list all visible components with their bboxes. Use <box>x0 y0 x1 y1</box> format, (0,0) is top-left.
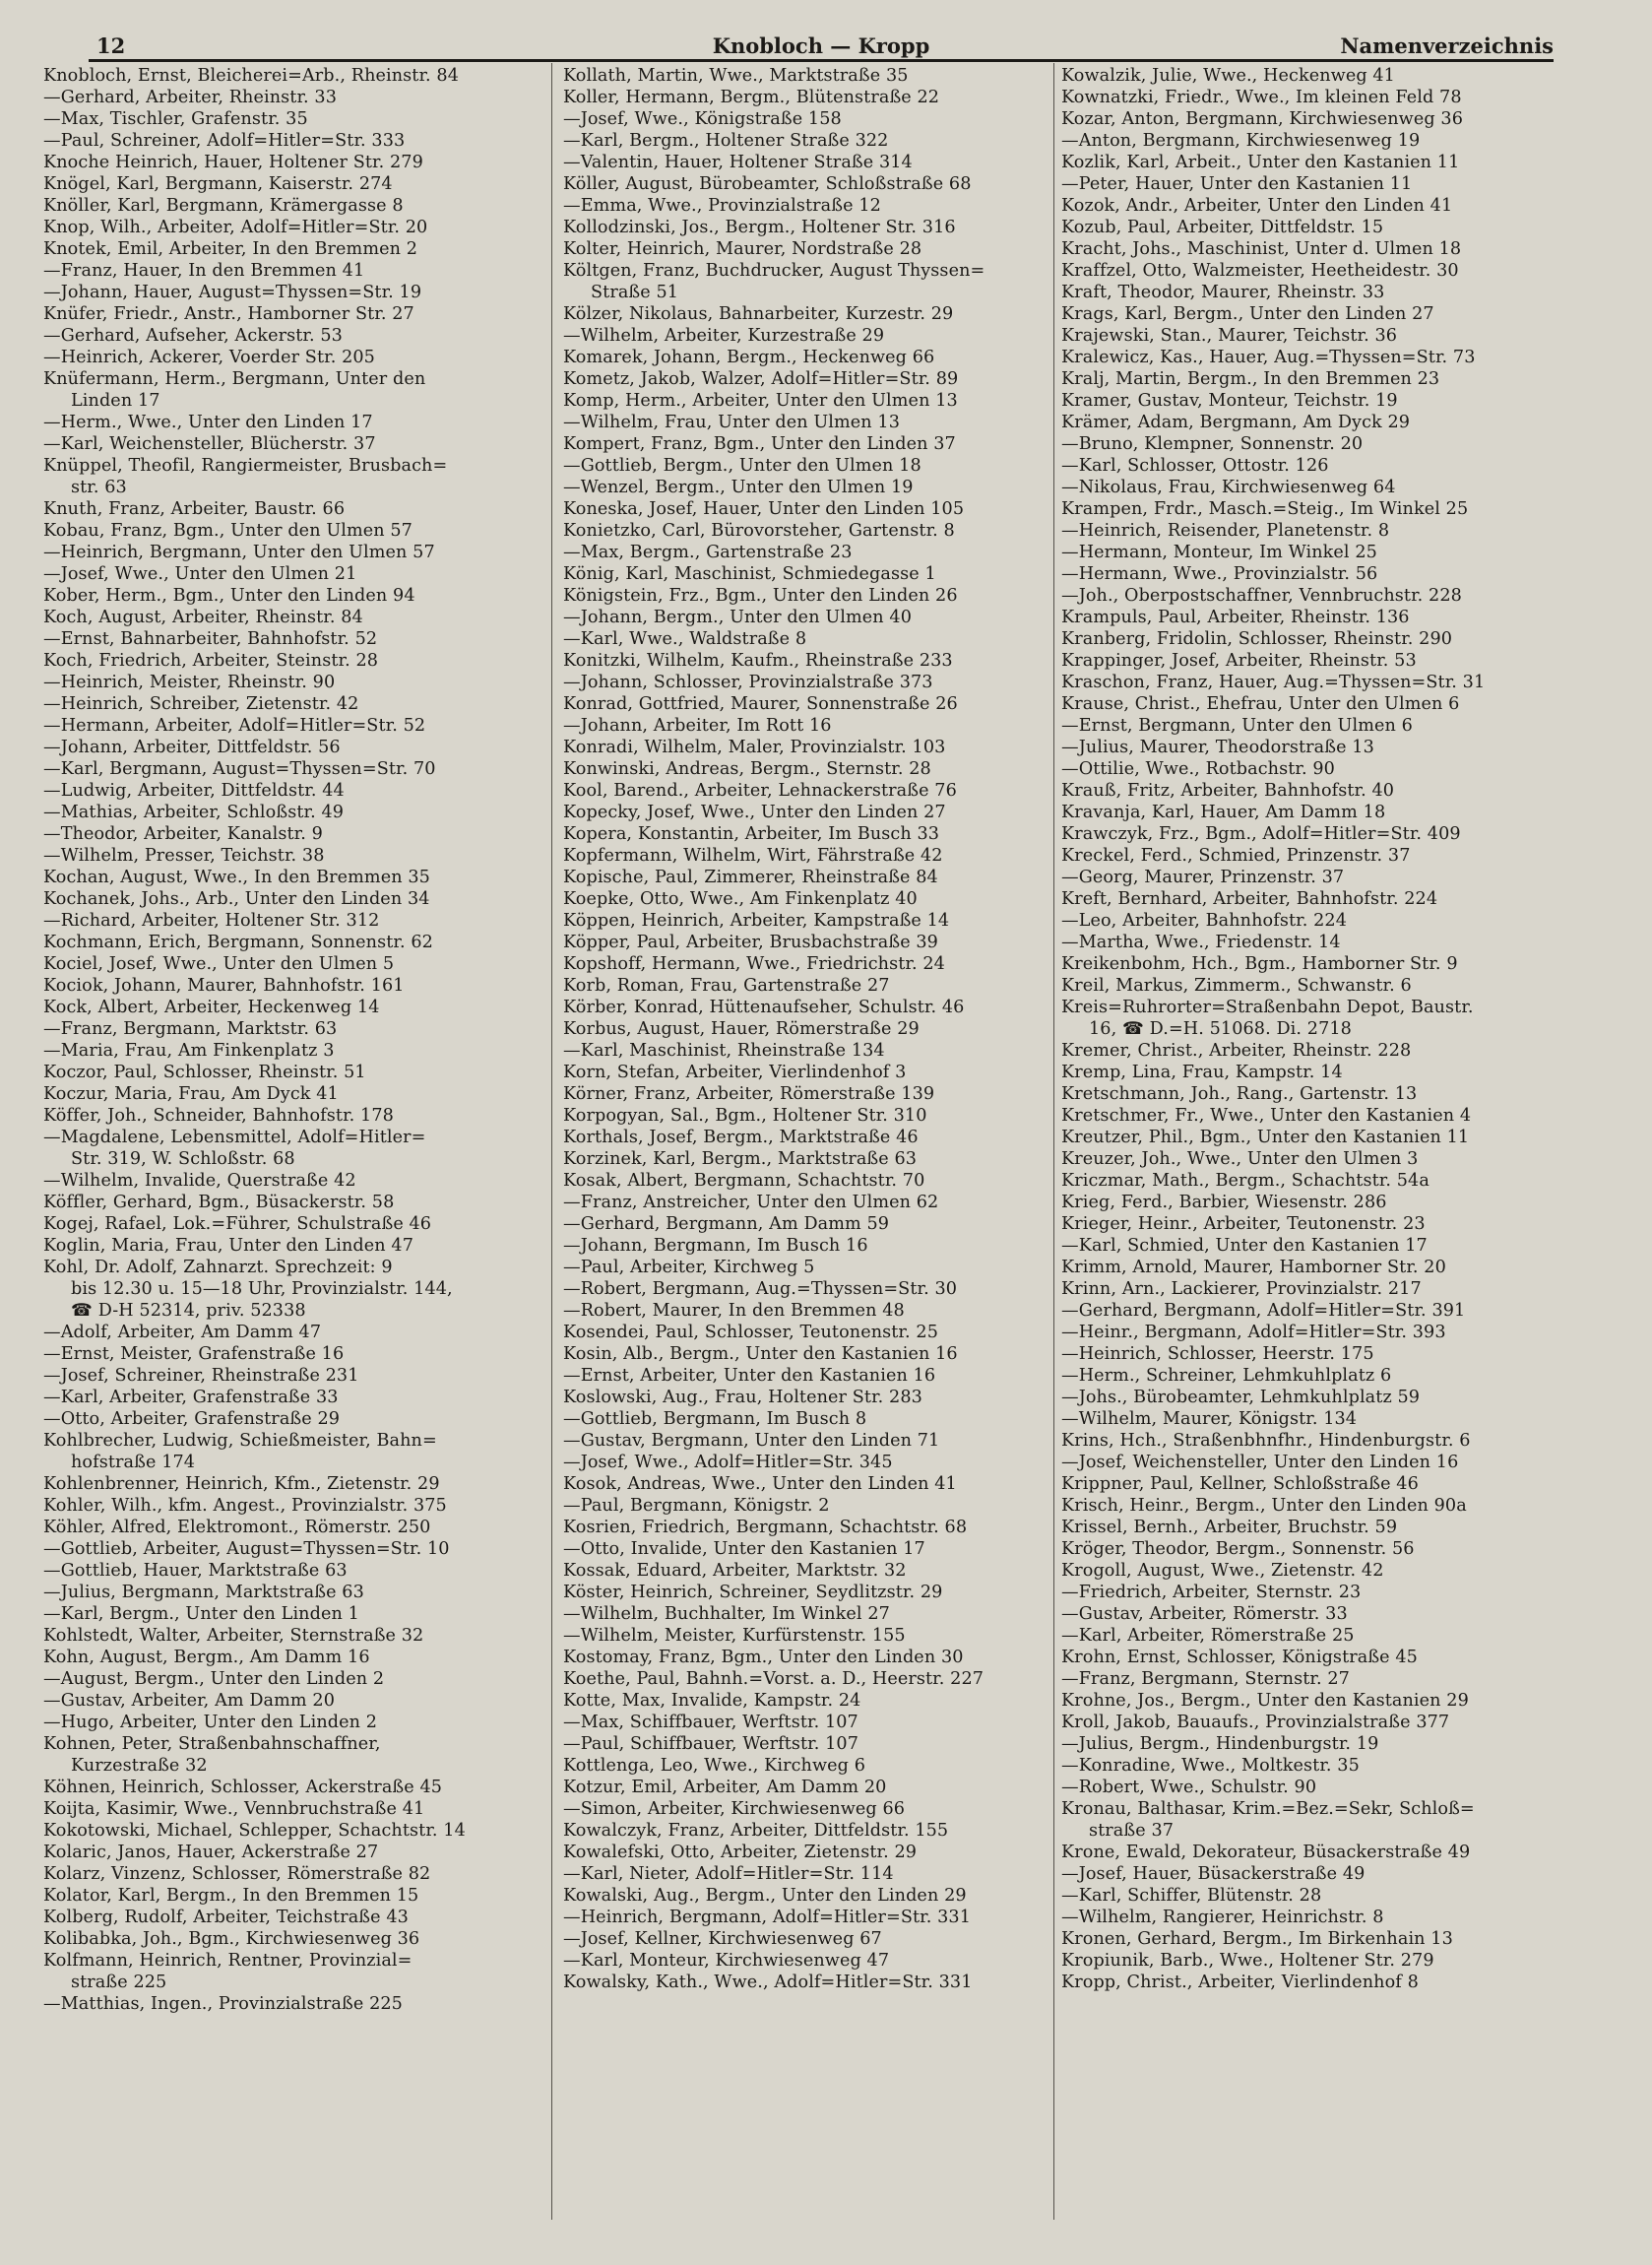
section-title: Namenverzeichnis <box>1340 33 1554 58</box>
directory-entry: Kreckel, Ferd., Schmied, Prinzenstr. 37 <box>1061 846 1411 866</box>
directory-entry: Konwinski, Andreas, Bergm., Sternstr. 28 <box>563 759 931 779</box>
directory-entry: Korbus, August, Hauer, Römerstraße 29 <box>563 1019 920 1039</box>
directory-entry: —Franz, Bergmann, Marktstr. 63 <box>43 1019 338 1039</box>
directory-entry: Krohn, Ernst, Schlosser, Königstraße 45 <box>1061 1648 1418 1667</box>
directory-entry: Körner, Franz, Arbeiter, Römerstraße 139 <box>563 1084 935 1104</box>
directory-entry: —Paul, Schreiner, Adolf=Hitler=Str. 333 <box>43 131 406 151</box>
directory-entry: —Gerhard, Aufseher, Ackerstr. 53 <box>43 326 343 346</box>
directory-entry: Kober, Herm., Bgm., Unter den Linden 94 <box>43 586 415 606</box>
directory-entry: Knögel, Karl, Bergmann, Kaiserstr. 274 <box>43 174 393 194</box>
directory-entry: Kranberg, Fridolin, Schlosser, Rheinstr. 290 <box>1061 629 1453 649</box>
directory-entry: Kolaric, Janos, Hauer, Ackerstraße 27 <box>43 1843 379 1862</box>
directory-entry: Knobloch, Ernst, Bleicherei=Arb., Rheinstr. 84 <box>43 66 460 86</box>
directory-entry: Kralj, Martin, Bergm., In den Bremmen 23 <box>1061 369 1440 389</box>
directory-entry: —Max, Schiffbauer, Werftstr. 107 <box>563 1713 858 1732</box>
directory-entry: Köhnen, Heinrich, Schlosser, Ackerstraße 45 <box>43 1778 443 1797</box>
directory-entry: —Hermann, Arbeiter, Adolf=Hitler=Str. 52 <box>43 716 426 736</box>
directory-entry: —Hermann, Wwe., Provinzialstr. 56 <box>1061 564 1378 584</box>
directory-entry: Kraft, Theodor, Maurer, Rheinstr. 33 <box>1061 283 1385 302</box>
directory-entry: Koglin, Maria, Frau, Unter den Linden 47 <box>43 1236 414 1256</box>
directory-entry: —Karl, Bergm., Holtener Straße 322 <box>563 131 889 151</box>
directory-entry: Knop, Wilh., Arbeiter, Adolf=Hitler=Str. 20 <box>43 218 428 237</box>
directory-entry: Kollodzinski, Jos., Bergm., Holtener Str. 316 <box>563 218 956 237</box>
directory-entry: Kolibabka, Joh., Bgm., Kirchwiesenweg 36 <box>43 1929 420 1949</box>
directory-entry: —Karl, Maschinist, Rheinstraße 134 <box>563 1041 885 1061</box>
directory-entry: Konradi, Wilhelm, Maler, Provinzialstr. 103 <box>563 738 946 757</box>
directory-entry: Korzinek, Karl, Bergm., Marktstraße 63 <box>563 1149 918 1169</box>
directory-entry: Kretschmann, Joh., Rang., Gartenstr. 13 <box>1061 1084 1418 1104</box>
running-title: Knobloch — Kropp <box>712 33 930 58</box>
directory-entry: Krappinger, Josef, Arbeiter, Rheinstr. 53 <box>1061 651 1417 671</box>
directory-entry: —Wilhelm, Meister, Kurfürstenstr. 155 <box>563 1626 906 1646</box>
directory-entry: Koepke, Otto, Wwe., Am Finkenplatz 40 <box>563 889 918 909</box>
directory-entry: Korthals, Josef, Bergm., Marktstraße 46 <box>563 1128 919 1147</box>
directory-entry: Koethe, Paul, Bahnh.=Vorst. a. D., Heerstr. 227 <box>563 1669 985 1689</box>
directory-entry: Kraffzel, Otto, Walzmeister, Heetheidestr. 30 <box>1061 261 1459 281</box>
directory-entry: Kompert, Franz, Bgm., Unter den Linden 37 <box>563 434 956 454</box>
directory-entry: —Wilhelm, Rangierer, Heinrichstr. 8 <box>1061 1908 1384 1927</box>
directory-entry: Kohl, Dr. Adolf, Zahnarzt. Sprechzeit: 9 bis 12.30 u. 15—18 Uhr, Provinzialstr. 144, ☎ D-H 52314, priv. 52338 <box>43 1258 453 1321</box>
directory-entry: —Friedrich, Arbeiter, Sternstr. 23 <box>1061 1583 1362 1602</box>
directory-entry: —Ernst, Bahnarbeiter, Bahnhofstr. 52 <box>43 629 378 649</box>
directory-entry: Krisch, Heinr., Bergm., Unter den Linden 90a <box>1061 1496 1467 1516</box>
directory-entry: Kölzer, Nikolaus, Bahnarbeiter, Kurzestr. 29 <box>563 304 954 324</box>
directory-entry: Kowalzik, Julie, Wwe., Heckenweg 41 <box>1061 66 1395 86</box>
directory-entry: Kolator, Karl, Bergm., In den Bremmen 15 <box>43 1886 419 1906</box>
directory-entry: —Richard, Arbeiter, Holtener Str. 312 <box>43 911 380 931</box>
directory-entry: —Nikolaus, Frau, Kirchwiesenweg 64 <box>1061 478 1396 497</box>
directory-entry: —Gottlieb, Hauer, Marktstraße 63 <box>43 1561 348 1581</box>
directory-entry: —Ernst, Meister, Grafenstraße 16 <box>43 1344 345 1364</box>
directory-entry: Kociel, Josef, Wwe., Unter den Ulmen 5 <box>43 954 395 974</box>
page-number: 12 <box>96 33 126 58</box>
directory-entry: —Gustav, Arbeiter, Römerstr. 33 <box>1061 1604 1348 1624</box>
directory-entry: Knöller, Karl, Bergmann, Krämergasse 8 <box>43 196 404 216</box>
directory-entry: Kohn, August, Bergm., Am Damm 16 <box>43 1648 370 1667</box>
directory-entry: Köster, Heinrich, Schreiner, Seydlitzstr. 29 <box>563 1583 943 1602</box>
directory-entry: —August, Bergm., Unter den Linden 2 <box>43 1669 385 1689</box>
directory-entry: Konietzko, Carl, Bürovorsteher, Gartenstr. 8 <box>563 521 955 541</box>
directory-entry: —Karl, Wwe., Waldstraße 8 <box>563 629 807 649</box>
directory-entry: —Heinrich, Bergmann, Unter den Ulmen 57 <box>43 543 435 562</box>
directory-entry: Krone, Ewald, Dekorateur, Büsackerstraße 49 <box>1061 1843 1471 1862</box>
directory-entry: —Gustav, Bergmann, Unter den Linden 71 <box>563 1431 940 1451</box>
directory-entry: Kossak, Eduard, Arbeiter, Marktstr. 32 <box>563 1561 907 1581</box>
directory-entry: —Karl, Monteur, Kirchwiesenweg 47 <box>563 1951 890 1971</box>
directory-entry: —Josef, Weichensteller, Unter den Linden 16 <box>1061 1453 1459 1472</box>
column-3 <box>1061 65 1554 2232</box>
directory-entry: Köffer, Joh., Schneider, Bahnhofstr. 178 <box>43 1106 394 1126</box>
directory-entry: König, Karl, Maschinist, Schmiedegasse 1 <box>563 564 936 584</box>
directory-entry: Konitzki, Wilhelm, Kaufm., Rheinstraße 233 <box>563 651 953 671</box>
directory-entry: —Maria, Frau, Am Finkenplatz 3 <box>43 1041 335 1061</box>
directory-entry: —Karl, Bergm., Unter den Linden 1 <box>43 1604 359 1624</box>
directory-entry: Kremp, Lina, Frau, Kampstr. 14 <box>1061 1063 1343 1082</box>
directory-entry: Korb, Roman, Frau, Gartenstraße 27 <box>563 976 890 996</box>
directory-entry: Kosrien, Friedrich, Bergmann, Schachtstr. 68 <box>563 1518 968 1537</box>
directory-entry: Kreikenbohm, Hch., Bgm., Hamborner Str. 9 <box>1061 954 1458 974</box>
directory-entry: —Joh., Oberpostschaffner, Vennbruchstr. 228 <box>1061 586 1462 606</box>
directory-entry: Krajewski, Stan., Maurer, Teichstr. 36 <box>1061 326 1398 346</box>
directory-entry: Kronen, Gerhard, Bergm., Im Birkenhain 13 <box>1061 1929 1453 1949</box>
directory-entry: Krinn, Arn., Lackierer, Provinzialstr. 217 <box>1061 1279 1422 1299</box>
directory-entry: —Josef, Kellner, Kirchwiesenweg 67 <box>563 1929 882 1949</box>
directory-entry: Kowalsky, Kath., Wwe., Adolf=Hitler=Str. 331 <box>563 1973 973 1992</box>
directory-entry: Krampen, Frdr., Masch.=Steig., Im Winkel 25 <box>1061 499 1469 519</box>
directory-entry: —Max, Bergm., Gartenstraße 23 <box>563 543 853 562</box>
directory-entry: Kohnen, Peter, Straßenbahnschaffner, Kurzestraße 32 <box>43 1734 381 1776</box>
directory-entry: Krause, Christ., Ehefrau, Unter den Ulmen 6 <box>1061 694 1460 714</box>
directory-entry: —Johann, Bergm., Unter den Ulmen 40 <box>563 608 912 627</box>
directory-entry: —Otto, Arbeiter, Grafenstraße 29 <box>43 1409 341 1429</box>
directory-entry: Koczor, Paul, Schlosser, Rheinstr. 51 <box>43 1063 366 1082</box>
directory-entry: Kochan, August, Wwe., In den Bremmen 35 <box>43 868 430 887</box>
directory-entry: Krimm, Arnold, Maurer, Hamborner Str. 20 <box>1061 1258 1446 1277</box>
directory-entry: Krippner, Paul, Kellner, Schloßstraße 46 <box>1061 1474 1419 1494</box>
directory-entry: —Max, Tischler, Grafenstr. 35 <box>43 109 308 129</box>
directory-entry: —Karl, Schmied, Unter den Kastanien 17 <box>1061 1236 1428 1256</box>
directory-entry: Köhler, Alfred, Elektromont., Römerstr. 250 <box>43 1518 431 1537</box>
directory-entry: Kolfmann, Heinrich, Rentner, Provinzial= straße 225 <box>43 1951 413 1992</box>
directory-entry: —Heinrich, Bergmann, Adolf=Hitler=Str. 331 <box>563 1908 971 1927</box>
directory-entry: Kool, Barend., Arbeiter, Lehnackerstraße 76 <box>563 781 957 801</box>
directory-entry: —Johann, Hauer, August=Thyssen=Str. 19 <box>43 283 422 302</box>
directory-entry: Koijta, Kasimir, Wwe., Vennbruchstraße 41 <box>43 1799 425 1819</box>
directory-entry: Krags, Karl, Bergm., Unter den Linden 27 <box>1061 304 1434 324</box>
directory-entry: Knotek, Emil, Arbeiter, In den Bremmen 2 <box>43 239 418 259</box>
directory-entry: Kriczmar, Math., Bergm., Schachtstr. 54a <box>1061 1171 1430 1191</box>
directory-entry: Kotzur, Emil, Arbeiter, Am Damm 20 <box>563 1778 887 1797</box>
directory-entry: Kopfermann, Wilhelm, Wirt, Fährstraße 42 <box>563 846 943 866</box>
directory-entry: —Karl, Schiffer, Blütenstr. 28 <box>1061 1886 1322 1906</box>
directory-entry: Kreis=Ruhrorter=Straßenbahn Depot, Baustr. 16, ☎ D.=H. 51068. Di. 2718 <box>1061 998 1474 1039</box>
directory-entry: Köppen, Heinrich, Arbeiter, Kampstraße 14 <box>563 911 950 931</box>
directory-entry: Krins, Hch., Straßenbhnfhr., Hindenburgstr. 6 <box>1061 1431 1471 1451</box>
directory-entry: Koneska, Josef, Hauer, Unter den Linden 105 <box>563 499 965 519</box>
directory-entry: —Mathias, Arbeiter, Schloßstr. 49 <box>43 803 345 822</box>
directory-entry: —Julius, Bergmann, Marktstraße 63 <box>43 1583 364 1602</box>
directory-entry: —Franz, Hauer, In den Bremmen 41 <box>43 261 365 281</box>
directory-entry: Kreutzer, Phil., Bgm., Unter den Kastanien 11 <box>1061 1128 1470 1147</box>
directory-entry: Kosendei, Paul, Schlosser, Teutonenstr. 25 <box>563 1323 938 1342</box>
directory-entry: —Wilhelm, Buchhalter, Im Winkel 27 <box>563 1604 890 1624</box>
directory-entry: Krissel, Bernh., Arbeiter, Bruchstr. 59 <box>1061 1518 1398 1537</box>
directory-entry: Kowalczyk, Franz, Arbeiter, Dittfeldstr. 155 <box>563 1821 949 1841</box>
directory-entry: Kohlbrecher, Ludwig, Schießmeister, Bahn= hofstraße 174 <box>43 1431 437 1472</box>
directory-entry: Kobau, Franz, Bgm., Unter den Ulmen 57 <box>43 521 413 541</box>
directory-entry: —Wilhelm, Frau, Unter den Ulmen 13 <box>563 413 900 432</box>
directory-entry: Krampuls, Paul, Arbeiter, Rheinstr. 136 <box>1061 608 1410 627</box>
directory-entry: —Valentin, Hauer, Holtener Straße 314 <box>563 153 913 172</box>
directory-entry: —Johs., Bürobeamter, Lehmkuhlplatz 59 <box>1061 1388 1421 1407</box>
directory-entry: —Josef, Wwe., Königstraße 158 <box>563 109 842 129</box>
directory-entry: —Konradine, Wwe., Moltkestr. 35 <box>1061 1756 1360 1776</box>
directory-entry: Knüfermann, Herm., Bergmann, Unter den Linden 17 <box>43 369 426 411</box>
directory-entry: Kohlstedt, Walter, Arbeiter, Sternstraße 32 <box>43 1626 424 1646</box>
directory-entry: Krämer, Adam, Bergmann, Am Dyck 29 <box>1061 413 1411 432</box>
directory-entry: Königstein, Frz., Bgm., Unter den Linden 26 <box>563 586 958 606</box>
directory-entry: Költgen, Franz, Buchdrucker, August Thyssen= Straße 51 <box>563 261 985 302</box>
directory-entry: —Paul, Schiffbauer, Werftstr. 107 <box>563 1734 859 1754</box>
directory-entry: Kohlenbrenner, Heinrich, Kfm., Zietenstr. 29 <box>43 1474 440 1494</box>
directory-entry: Kotte, Max, Invalide, Kampstr. 24 <box>563 1691 861 1711</box>
directory-entry: Kosak, Albert, Bergmann, Schachtstr. 70 <box>563 1171 925 1191</box>
directory-entry: —Franz, Anstreicher, Unter den Ulmen 62 <box>563 1193 939 1212</box>
directory-entry: Koslowski, Aug., Frau, Holtener Str. 283 <box>563 1388 922 1407</box>
directory-entry: Kogej, Rafael, Lok.=Führer, Schulstraße 46 <box>43 1214 432 1234</box>
directory-entry: —Gottlieb, Bergmann, Im Busch 8 <box>563 1409 867 1429</box>
directory-entry: Kopecky, Josef, Wwe., Unter den Linden 27 <box>563 803 946 822</box>
directory-entry: Köller, August, Bürobeamter, Schloßstraße 68 <box>563 174 972 194</box>
directory-entry: Kozlik, Karl, Arbeit., Unter den Kastanien 11 <box>1061 153 1460 172</box>
directory-entry: Kopshoff, Hermann, Wwe., Friedrichstr. 24 <box>563 954 945 974</box>
directory-entry: Köpper, Paul, Arbeiter, Brusbachstraße 39 <box>563 933 938 952</box>
directory-entry: Kociok, Johann, Maurer, Bahnhofstr. 161 <box>43 976 405 996</box>
directory-entry: Kowalski, Aug., Bergm., Unter den Linden 29 <box>563 1886 967 1906</box>
directory-entry: —Bruno, Klempner, Sonnenstr. 20 <box>1061 434 1364 454</box>
directory-entry: —Robert, Maurer, In den Bremmen 48 <box>563 1301 905 1321</box>
directory-entry: Koch, August, Arbeiter, Rheinstr. 84 <box>43 608 363 627</box>
directory-entry: —Johann, Arbeiter, Im Rott 16 <box>563 716 832 736</box>
directory-entry: Korpogyan, Sal., Bgm., Holtener Str. 310 <box>563 1106 927 1126</box>
directory-entry: Kröger, Theodor, Bergm., Sonnenstr. 56 <box>1061 1539 1415 1559</box>
directory-entry: Knoche Heinrich, Hauer, Holtener Str. 279 <box>43 153 423 172</box>
directory-entry: Komarek, Johann, Bergm., Heckenweg 66 <box>563 348 935 367</box>
directory-entry: Kremer, Christ., Arbeiter, Rheinstr. 228 <box>1061 1041 1412 1061</box>
directory-entry: —Georg, Maurer, Prinzenstr. 37 <box>1061 868 1345 887</box>
directory-entry: Kostomay, Franz, Bgm., Unter den Linden 30 <box>563 1648 964 1667</box>
directory-entry: Knüppel, Theofil, Rangiermeister, Brusbach= str. 63 <box>43 456 448 497</box>
directory-entry: Koczur, Maria, Frau, Am Dyck 41 <box>43 1084 339 1104</box>
directory-entry: Koch, Friedrich, Arbeiter, Steinstr. 28 <box>43 651 379 671</box>
directory-entry: Kreil, Markus, Zimmerm., Schwanstr. 6 <box>1061 976 1412 996</box>
directory-entry: Kreft, Bernhard, Arbeiter, Bahnhofstr. 224 <box>1061 889 1438 909</box>
directory-entry: —Julius, Bergm., Hindenburgstr. 19 <box>1061 1734 1379 1754</box>
directory-entry: —Heinrich, Reisender, Planetenstr. 8 <box>1061 521 1390 541</box>
directory-entry: —Paul, Arbeiter, Kirchweg 5 <box>563 1258 815 1277</box>
directory-entry: Krauß, Fritz, Arbeiter, Bahnhofstr. 40 <box>1061 781 1395 801</box>
directory-entry: —Simon, Arbeiter, Kirchwiesenweg 66 <box>563 1799 906 1819</box>
directory-entry: —Emma, Wwe., Provinzialstraße 12 <box>563 196 881 216</box>
directory-entry: —Heinrich, Meister, Rheinstr. 90 <box>43 673 336 692</box>
directory-entry: Konrad, Gottfried, Maurer, Sonnenstraße 26 <box>563 694 958 714</box>
directory-entry: —Hugo, Arbeiter, Unter den Linden 2 <box>43 1713 378 1732</box>
directory-entry: —Karl, Arbeiter, Grafenstraße 33 <box>43 1388 339 1407</box>
directory-entry: Kometz, Jakob, Walzer, Adolf=Hitler=Str. 89 <box>563 369 959 389</box>
directory-entry: Krieg, Ferd., Barbier, Wiesenstr. 286 <box>1061 1193 1387 1212</box>
directory-entry: —Martha, Wwe., Friedenstr. 14 <box>1061 933 1341 952</box>
directory-entry: Kroll, Jakob, Bauaufs., Provinzialstraße 377 <box>1061 1713 1450 1732</box>
header-rule <box>89 59 1554 62</box>
directory-entry: Komp, Herm., Arbeiter, Unter den Ulmen 13 <box>563 391 958 411</box>
directory-entry: —Karl, Arbeiter, Römerstraße 25 <box>1061 1626 1355 1646</box>
directory-entry: —Josef, Wwe., Adolf=Hitler=Str. 345 <box>563 1453 893 1472</box>
directory-entry: Kropp, Christ., Arbeiter, Vierlindenhof 8 <box>1061 1973 1419 1992</box>
directory-entry: —Wilhelm, Arbeiter, Kurzestraße 29 <box>563 326 885 346</box>
directory-entry: —Julius, Maurer, Theodorstraße 13 <box>1061 738 1374 757</box>
column-2 <box>563 65 1061 2232</box>
directory-entry: Kollath, Martin, Wwe., Marktstraße 35 <box>563 66 909 86</box>
directory-entry: —Adolf, Arbeiter, Am Damm 47 <box>43 1323 322 1342</box>
directory-entry: —Gottlieb, Bergm., Unter den Ulmen 18 <box>563 456 921 476</box>
directory-entry: —Ludwig, Arbeiter, Dittfeldstr. 44 <box>43 781 345 801</box>
column-1 <box>43 65 541 2232</box>
directory-entry: —Wilhelm, Invalide, Querstraße 42 <box>43 1171 356 1191</box>
directory-entry: —Karl, Bergmann, August=Thyssen=Str. 70 <box>43 759 436 779</box>
directory-entry: Kosin, Alb., Bergm., Unter den Kastanien 16 <box>563 1344 958 1364</box>
directory-entry: —Gerhard, Bergmann, Adolf=Hitler=Str. 391 <box>1061 1301 1466 1321</box>
directory-entry: —Ottilie, Wwe., Rotbachstr. 90 <box>1061 759 1335 779</box>
directory-entry: Kokotowski, Michael, Schlepper, Schachtstr. 14 <box>43 1821 466 1841</box>
directory-entry: —Anton, Bergmann, Kirchwiesenweg 19 <box>1061 131 1421 151</box>
directory-entry: Kohler, Wilh., kfm. Angest., Provinzialstr. 375 <box>43 1496 447 1516</box>
directory-entry: Kosok, Andreas, Wwe., Unter den Linden 41 <box>563 1474 957 1494</box>
directory-entry: —Paul, Bergmann, Königstr. 2 <box>563 1496 830 1516</box>
directory-entry: —Magdalene, Lebensmittel, Adolf=Hitler= Str. 319, W. Schloßstr. 68 <box>43 1128 426 1169</box>
directory-entry: Kravanja, Karl, Hauer, Am Damm 18 <box>1061 803 1386 822</box>
directory-entry: Kozub, Paul, Arbeiter, Dittfeldstr. 15 <box>1061 218 1384 237</box>
directory-entry: Kozok, Andr., Arbeiter, Unter den Linden 41 <box>1061 196 1453 216</box>
directory-entry: —Robert, Wwe., Schulstr. 90 <box>1061 1778 1317 1797</box>
directory-entry: —Heinrich, Ackerer, Voerder Str. 205 <box>43 348 375 367</box>
directory-entry: Knuth, Franz, Arbeiter, Baustr. 66 <box>43 499 346 519</box>
directory-entry: Kottlenga, Leo, Wwe., Kirchweg 6 <box>563 1756 866 1776</box>
directory-entry: —Johann, Arbeiter, Dittfeldstr. 56 <box>43 738 341 757</box>
directory-entry: Kolter, Heinrich, Maurer, Nordstraße 28 <box>563 239 922 259</box>
directory-entry: Köffler, Gerhard, Bgm., Büsackerstr. 58 <box>43 1193 395 1212</box>
directory-entry: —Johann, Schlosser, Provinzialstraße 373 <box>563 673 933 692</box>
directory-entry: Kropiunik, Barb., Wwe., Holtener Str. 279 <box>1061 1951 1434 1971</box>
directory-entry: Krogoll, August, Wwe., Zietenstr. 42 <box>1061 1561 1384 1581</box>
directory-entry: —Gustav, Arbeiter, Am Damm 20 <box>43 1691 335 1711</box>
directory-entry: —Peter, Hauer, Unter den Kastanien 11 <box>1061 174 1413 194</box>
directory-entry: Kramer, Gustav, Monteur, Teichstr. 19 <box>1061 391 1398 411</box>
directory-entry: Kownatzki, Friedr., Wwe., Im kleinen Feld 78 <box>1061 88 1462 107</box>
directory-entry: Kronau, Balthasar, Krim.=Bez.=Sekr, Schloß= straße 37 <box>1061 1799 1475 1841</box>
directory-entry: —Ernst, Arbeiter, Unter den Kastanien 16 <box>563 1366 936 1386</box>
directory-entry: —Herm., Schreiner, Lehmkuhlplatz 6 <box>1061 1366 1392 1386</box>
directory-entry: —Karl, Schlosser, Ottostr. 126 <box>1061 456 1329 476</box>
directory-entry: —Josef, Wwe., Unter den Ulmen 21 <box>43 564 357 584</box>
directory-entry: —Karl, Nieter, Adolf=Hitler=Str. 114 <box>563 1864 894 1884</box>
directory-entry: —Matthias, Ingen., Provinzialstraße 225 <box>43 1994 403 2014</box>
directory-entry: Kochmann, Erich, Bergmann, Sonnenstr. 62 <box>43 933 433 952</box>
directory-entry: Kolarz, Vinzenz, Schlosser, Römerstraße 82 <box>43 1864 431 1884</box>
directory-entry: Kowalefski, Otto, Arbeiter, Zietenstr. 29 <box>563 1843 918 1862</box>
directory-entry: —Hermann, Monteur, Im Winkel 25 <box>1061 543 1377 562</box>
directory-entry: —Leo, Arbeiter, Bahnhofstr. 224 <box>1061 911 1347 931</box>
directory-entry: Kozar, Anton, Bergmann, Kirchwiesenweg 36 <box>1061 109 1463 129</box>
directory-entry: —Wilhelm, Maurer, Königstr. 134 <box>1061 1409 1358 1429</box>
column-divider <box>551 63 552 2220</box>
directory-entry: —Heinr., Bergmann, Adolf=Hitler=Str. 393 <box>1061 1323 1446 1342</box>
directory-entry: Kracht, Johs., Maschinist, Unter d. Ulmen 18 <box>1061 239 1462 259</box>
directory-entry: —Gottlieb, Arbeiter, August=Thyssen=Str. 10 <box>43 1539 450 1559</box>
directory-entry: —Ernst, Bergmann, Unter den Ulmen 6 <box>1061 716 1413 736</box>
directory-entry: Kopera, Konstantin, Arbeiter, Im Busch 33 <box>563 824 940 844</box>
directory-entry: —Heinrich, Schreiber, Zietenstr. 42 <box>43 694 359 714</box>
directory-entry: Koller, Hermann, Bergm., Blütenstraße 22 <box>563 88 940 107</box>
directory-entry: Kochanek, Johs., Arb., Unter den Linden 34 <box>43 889 430 909</box>
directory-entry: —Josef, Hauer, Büsackerstraße 49 <box>1061 1864 1366 1884</box>
directory-entry: Korn, Stefan, Arbeiter, Vierlindenhof 3 <box>563 1063 907 1082</box>
directory-entry: —Wilhelm, Presser, Teichstr. 38 <box>43 846 325 866</box>
directory-entry: Kraschon, Franz, Hauer, Aug.=Thyssen=Str. 31 <box>1061 673 1486 692</box>
directory-entry: Krawczyk, Frz., Bgm., Adolf=Hitler=Str. 409 <box>1061 824 1461 844</box>
directory-entry: —Theodor, Arbeiter, Kanalstr. 9 <box>43 824 323 844</box>
directory-entry: —Johann, Bergmann, Im Busch 16 <box>563 1236 868 1256</box>
directory-entry: Kock, Albert, Arbeiter, Heckenweg 14 <box>43 998 380 1017</box>
directory-entry: —Karl, Weichensteller, Blücherstr. 37 <box>43 434 376 454</box>
directory-entry: Kretschmer, Fr., Wwe., Unter den Kastanien 4 <box>1061 1106 1472 1126</box>
directory-entry: Kralewicz, Kas., Hauer, Aug.=Thyssen=Str. 73 <box>1061 348 1476 367</box>
directory-entry: —Wenzel, Bergm., Unter den Ulmen 19 <box>563 478 914 497</box>
directory-entry: —Gerhard, Bergmann, Am Damm 59 <box>563 1214 890 1234</box>
directory-entry: —Josef, Schreiner, Rheinstraße 231 <box>43 1366 359 1386</box>
directory-entry: —Herm., Wwe., Unter den Linden 17 <box>43 413 373 432</box>
directory-entry: —Otto, Invalide, Unter den Kastanien 17 <box>563 1539 925 1559</box>
directory-entry: —Heinrich, Schlosser, Heerstr. 175 <box>1061 1344 1374 1364</box>
directory-entry: Kopische, Paul, Zimmerer, Rheinstraße 84 <box>563 868 938 887</box>
directory-entry: Krohne, Jos., Bergm., Unter den Kastanien 29 <box>1061 1691 1469 1711</box>
directory-entry: Körber, Konrad, Hüttenaufseher, Schulstr. 46 <box>563 998 965 1017</box>
directory-entry: Kolberg, Rudolf, Arbeiter, Teichstraße 43 <box>43 1908 409 1927</box>
directory-entry: Krieger, Heinr., Arbeiter, Teutonenstr. 23 <box>1061 1214 1426 1234</box>
directory-entry: —Gerhard, Arbeiter, Rheinstr. 33 <box>43 88 338 107</box>
directory-entry: Knüfer, Friedr., Anstr., Hamborner Str. 27 <box>43 304 414 324</box>
directory-entry: —Franz, Bergmann, Sternstr. 27 <box>1061 1669 1350 1689</box>
directory-entry: —Robert, Bergmann, Aug.=Thyssen=Str. 30 <box>563 1279 958 1299</box>
directory-entry: Kreuzer, Joh., Wwe., Unter den Ulmen 3 <box>1061 1149 1419 1169</box>
